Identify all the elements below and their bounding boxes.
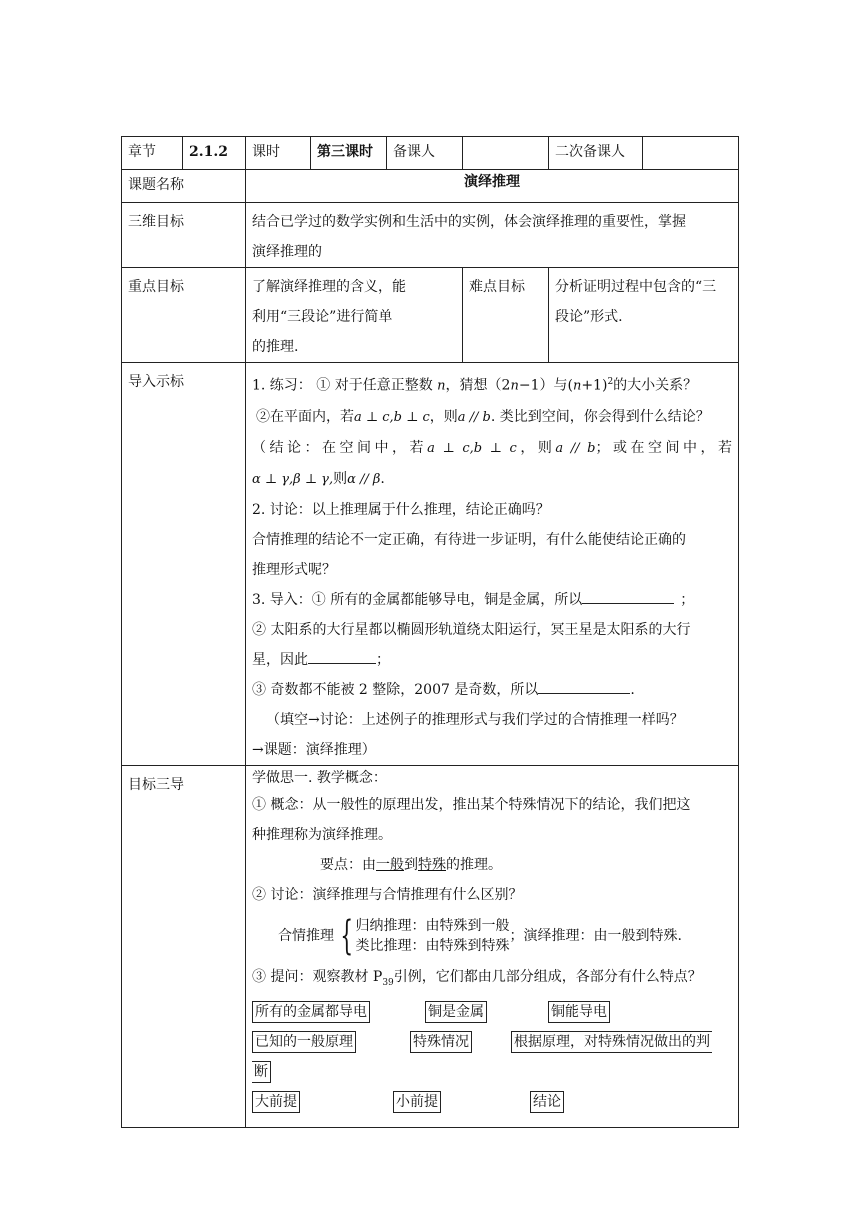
concept-line-1: ① 概念：从一般性的原理出发，推出某个特殊情况下的结论，我们把这: [252, 796, 691, 813]
second-preparer-value: [643, 137, 739, 170]
meaning-box-continuation-row: [252, 1057, 732, 1087]
example-box-1: 所有的金属都导电: [252, 1001, 370, 1023]
major-premise-box: 大前提: [252, 1091, 300, 1113]
meaning-box-1: 已知的一般原理: [252, 1031, 356, 1053]
plausible-reasoning-label: 合情推理: [278, 927, 334, 944]
goals-line-1: 结合已学过的数学实例和生活中的实例，体会演绎推理的重要性，掌握: [252, 214, 686, 230]
key-goals-row: [122, 268, 739, 363]
conclusion-line-2: α ⊥ γ,β ⊥ γ,则α // β.: [252, 470, 385, 487]
key-goal-line-1: 了解演绎推理的含义，能: [252, 279, 406, 295]
period-label: 课时: [246, 137, 311, 170]
analogy-item: 类比推理：由特殊到特殊: [355, 937, 510, 954]
header-row: [122, 137, 739, 170]
meaning-box-3-continuation: 断: [252, 1061, 271, 1083]
conclusion-box: 结论: [530, 1091, 564, 1113]
goals-line-2: 演绎推理的: [252, 244, 322, 260]
key-goal-line-3: 的推理.: [252, 339, 299, 355]
chapter-label: 章节: [122, 137, 183, 170]
exercise-1: 1. 练习： ① 对于任意正整数 n，猜想（2n−1）与$(n+1)^2$的大小关系？: [252, 377, 698, 394]
guide-label: 目标三导: [122, 765, 246, 1127]
lead-in-2b: 星，因此 ；: [252, 645, 732, 675]
answer-blank-2[interactable]: [308, 649, 376, 664]
ask-question: ③ 提问：观察教材 $P_{39}$引例，它们都由几部分组成，各部分有什么特点？: [252, 968, 702, 988]
preparer-label: 备课人: [387, 137, 463, 170]
goals-row: [122, 203, 739, 268]
answer-blank-3[interactable]: [538, 679, 630, 694]
discussion-2a: 合情推理的结论不一定正确，有待进一步证明，有什么能使结论正确的: [252, 531, 686, 548]
study-heading: 学做思一. 教学概念：: [252, 769, 387, 786]
topic-title: 演绎推理: [246, 170, 739, 203]
chapter-value: 2.1.2: [183, 137, 246, 170]
key-point: 要点：由一般到特殊的推理。: [320, 856, 502, 873]
minor-premise-box: 小前提: [393, 1091, 441, 1113]
syllogism-boxes-row: [252, 1087, 732, 1117]
example-boxes-row: [252, 997, 732, 1027]
deductive-item: ；演绎推理：由一般到特殊.: [509, 927, 682, 944]
difficult-goal-label: 难点目标: [463, 268, 549, 363]
intro-row: [122, 363, 739, 766]
meaning-box-2: 特殊情况: [410, 1031, 472, 1053]
reasoning-types: [355, 916, 509, 956]
lead-in-2a: ② 太阳系的大行星都以椭圆形轨道绕太阳运行，冥王星是太阳系的大行: [252, 621, 691, 638]
concept-line-2: 种推理称为演绎推理。: [252, 826, 392, 843]
goals-content: [246, 203, 739, 268]
difficult-goal-line-2: 段论”形式.: [555, 309, 623, 325]
goals-label: 三维目标: [122, 203, 246, 268]
induction-item: 归纳推理：由特殊到一般: [355, 917, 510, 934]
fill-discussion-1: （填空→讨论：上述例子的推理形式与我们学过的合情推理一样吗？: [266, 711, 684, 728]
preparer-value: [463, 137, 549, 170]
lead-in-1: 3. 导入：① 所有的金属都能够导电，铜是金属，所以 ；: [252, 585, 732, 615]
example-box-3: 铜能导电: [548, 1001, 610, 1023]
key-goal-label: 重点目标: [122, 268, 246, 363]
lesson-plan-table: [121, 136, 739, 1128]
topic-label: 课题名称: [122, 170, 246, 203]
brace-icon: {: [340, 912, 354, 959]
key-goal-content: [246, 268, 463, 363]
answer-blank-1[interactable]: [582, 589, 674, 604]
meaning-boxes-row: [252, 1027, 732, 1057]
difficult-goal-content: [549, 268, 739, 363]
key-goal-line-2: 利用“三段论”进行简单: [252, 309, 393, 325]
second-preparer-label: 二次备课人: [549, 137, 643, 170]
discussion-2b: 推理形式呢？: [252, 561, 336, 578]
exercise-2: ②在平面内，若a ⊥ c,b ⊥ c，则a // b. 类比到空间，你会得到什么结论？: [256, 408, 710, 425]
discuss-difference: ② 讨论：演绎推理与合情推理有什么区别？: [252, 886, 523, 903]
example-box-2: 铜是金属: [425, 1001, 487, 1023]
intro-label: 导入示标: [122, 363, 246, 766]
discussion-1: 2. 讨论：以上推理属于什么推理，结论正确吗？: [252, 501, 550, 518]
topic-row: [122, 170, 739, 203]
guide-row: [122, 765, 739, 1127]
conclusion-line-1: （结论：在空间中，若a ⊥ c,b ⊥ c，则a // b；或在空间中，若: [252, 439, 733, 456]
lead-in-3: ③ 奇数都不能被 2 整除，2007 是奇数，所以 .: [252, 675, 732, 705]
fill-discussion-2: →课题：演绎推理）: [252, 741, 376, 758]
difficult-goal-line-1: 分析证明过程中包含的“三: [555, 279, 717, 295]
reasoning-classification: [252, 912, 732, 959]
period-value: 第三课时: [311, 137, 387, 170]
guide-content: [246, 765, 739, 1127]
meaning-box-3: 根据原理，对特殊情况做出的判: [511, 1031, 712, 1053]
intro-content: [246, 363, 739, 766]
